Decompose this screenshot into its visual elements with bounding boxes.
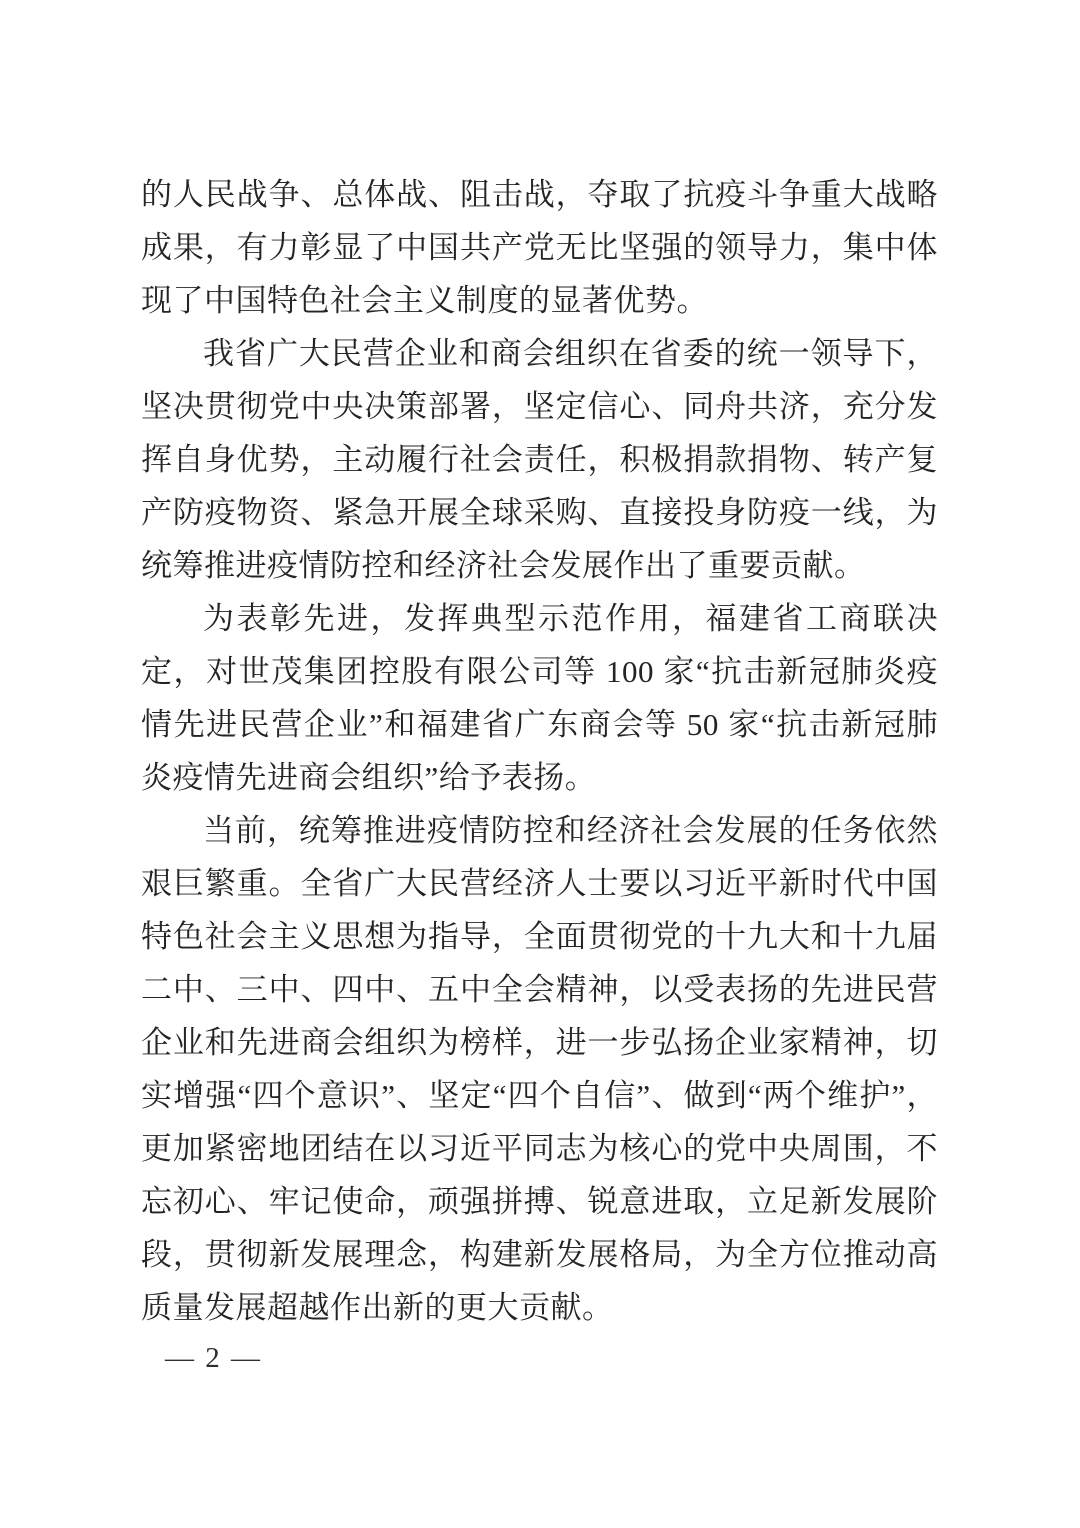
document-body <box>141 168 938 1334</box>
paragraph: 的人民战争、总体战、阻击战，夺取了抗疫斗争重大战略成果，有力彰显了中国共产党无比坚强的领导力，集中体现了中国特色社会主义制度的显著优势。 <box>141 177 938 318</box>
paragraph: 当前，统筹推进疫情防控和经济社会发展的任务依然艰巨繁重。全省广大民营经济人士要以习近平新时代中国特色社会主义思想为指导，全面贯彻党的十九大和十九届二中、三中、四中、五中全会精神，以受表扬的先进民营企业和先进商会组织为榜样，进一步弘扬企业家精神，切实增强“四个意识”、坚定“四个自信”、做到“两个维护”，更加紧密地团结在以习近平同志为核心的党中央周围，不忘初心、牢记使命，顽强拼搏、锐意进取，立足新发展阶段，贯彻新发展理念，构建新发展格局，为全方位推动高质量发展超越作出新的更大贡献。 <box>141 813 938 1325</box>
paragraph: 我省广大民营企业和商会组织在省委的统一领导下，坚决贯彻党中央决策部署，坚定信心、同舟共济，充分发挥自身优势，主动履行社会责任，积极捐款捐物、转产复产防疫物资、紧急开展全球采购、直接投身防疫一线，为统筹推进疫情防控和经济社会发展作出了重要贡献。 <box>141 336 938 583</box>
paragraph: 为表彰先进，发挥典型示范作用，福建省工商联决定，对世茂集团控股有限公司等 100 家“抗击新冠肺炎疫情先进民营企业”和福建省广东商会等 50 家“抗击新冠肺炎疫情先进商会组织”给予表扬。 <box>141 601 938 795</box>
page-number: — 2 — <box>165 1342 262 1374</box>
